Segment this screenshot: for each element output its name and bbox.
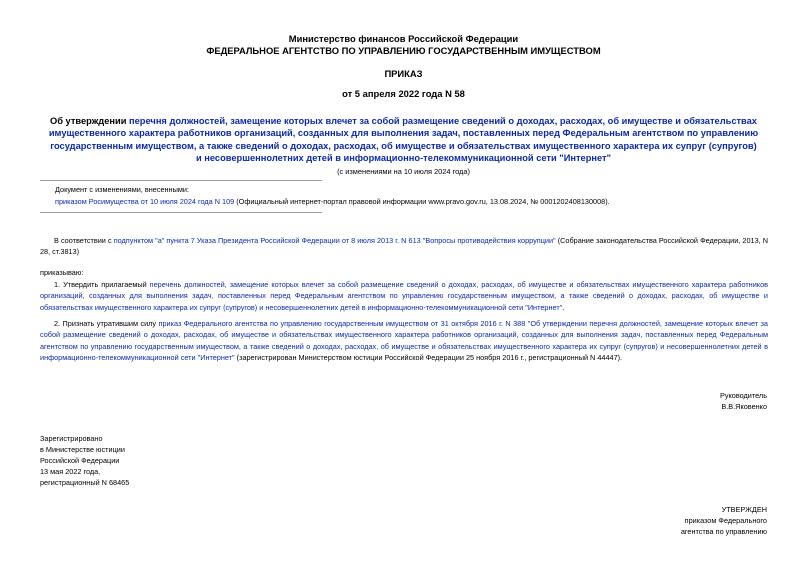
item-1-end: . xyxy=(562,302,565,312)
document-title xyxy=(48,115,759,164)
preamble-text-2: (Собрание законодательства Российской Федерации, 2013, N 28, ст.3813) xyxy=(40,236,769,257)
signature-block xyxy=(720,390,767,412)
item-2-paragraph xyxy=(40,318,768,363)
order-date-number: от 5 апреля 2022 года N 58 xyxy=(342,88,465,99)
divider-top xyxy=(40,180,322,181)
registration-line: в Министерстве юстиции xyxy=(40,445,125,454)
registration-block xyxy=(40,433,129,488)
registration-line: Зарегистрировано xyxy=(40,434,103,443)
signature-position: Руководитель xyxy=(719,391,767,400)
ordered-label: приказываю: xyxy=(40,268,84,277)
signature-name: В.В.Яковенко xyxy=(721,402,767,411)
amendment-link[interactable]: приказом Росимущества от 10 июля 2024 года N 109 xyxy=(55,197,235,206)
registration-line: регистрационный N 68465 xyxy=(40,478,130,487)
decree-link[interactable]: подпунктом "а" пункта 7 Указа Президента Российской Федерации от 8 июля 2013 г. N 613 "Вопросы противодействия коррупции" xyxy=(113,236,556,245)
item-1-text: 1. Утвердить прилагаемый xyxy=(54,280,150,289)
order-label: ПРИКАЗ xyxy=(384,68,423,79)
approved-line: агентства по управлению xyxy=(680,527,767,536)
ministry-name: Министерство финансов Российской Федерации xyxy=(288,33,519,44)
item-2-end: (зарегистрирован Министерством юстиции Российской Федерации 25 ноября 2016 г., регистрационный N 44447). xyxy=(234,352,623,362)
registration-line: 13 мая 2022 года, xyxy=(40,467,101,476)
approved-line: приказом Федерального xyxy=(684,516,767,525)
registration-line: Российской Федерации xyxy=(40,456,120,465)
preamble-text-1: В соответствии с xyxy=(54,236,114,245)
doc-changes-note xyxy=(55,184,755,208)
positions-list-link[interactable]: перечень должностей, замещение которых влечет за собой размещение сведений о доходах, расходах, об имуществе и обязательствах имущественного характера работников организаций, созданных для выполнения задач, поставленных перед Федеральным агентством по управлению государственным имуществом, а также сведений о доходах, расходах, об имуществе и обязательствах имущественного характера их супруг (супругов) и несовершеннолетних детей в информационно-телекоммуникационной сети "Интернет" xyxy=(40,280,768,312)
item-2-text: 2. Признать утратившим силу xyxy=(54,319,159,328)
approved-block xyxy=(681,504,767,537)
amendment-source: (Официальный интернет-портал правовой информации www.pravo.gov.ru, 13.08.2024, № 0001202408130008). xyxy=(234,197,610,206)
title-link[interactable]: перечня должностей, замещение которых влечет за собой размещение сведений о доходах, расходах, об имуществе и обязательствах имущественного характера работников организаций, созданных для выполнения задач, поставленных перед Федеральным агентством по управлению государственным имуществом, а также сведений о доходах, расходах, об имуществе и обязательствах имущественного характера их супруг (супругов) и несовершеннолетних детей в информационно-телекоммуникационной сети "Интернет" xyxy=(48,116,759,163)
title-prefix: Об утверждении xyxy=(50,116,130,126)
changes-note: (с изменениями на 10 июля 2024 года) xyxy=(337,167,470,176)
item-1-paragraph xyxy=(40,279,768,313)
repealed-order-link[interactable]: приказ Федерального агентства по управлению государственным имуществом от 31 октября 2016 г. N 388 "Об утверждении перечня должностей, замещение которых влечет за собой размещение сведений о доходах, расходах, об имуществе и обязательствах имущественного характера работников организаций, созданных для выполнения задач, поставленных перед Федеральным агентством по управлению государственным имуществом, а также сведений о доходах, расходах, об имуществе и обязательствах имущественного характера их супруг (супругов) и несовершеннолетних детей в информационно-телекоммуникационной сети "Интернет" xyxy=(40,319,768,362)
approved-line: УТВЕРЖДЕН xyxy=(721,505,767,514)
divider-bottom xyxy=(40,212,322,213)
doc-changes-label: Документ с изменениями, внесенными: xyxy=(55,185,189,194)
preamble-paragraph xyxy=(40,235,768,258)
agency-name: ФЕДЕРАЛЬНОЕ АГЕНТСТВО ПО УПРАВЛЕНИЮ ГОСУДАРСТВЕННЫМ ИМУЩЕСТВОМ xyxy=(206,45,601,56)
